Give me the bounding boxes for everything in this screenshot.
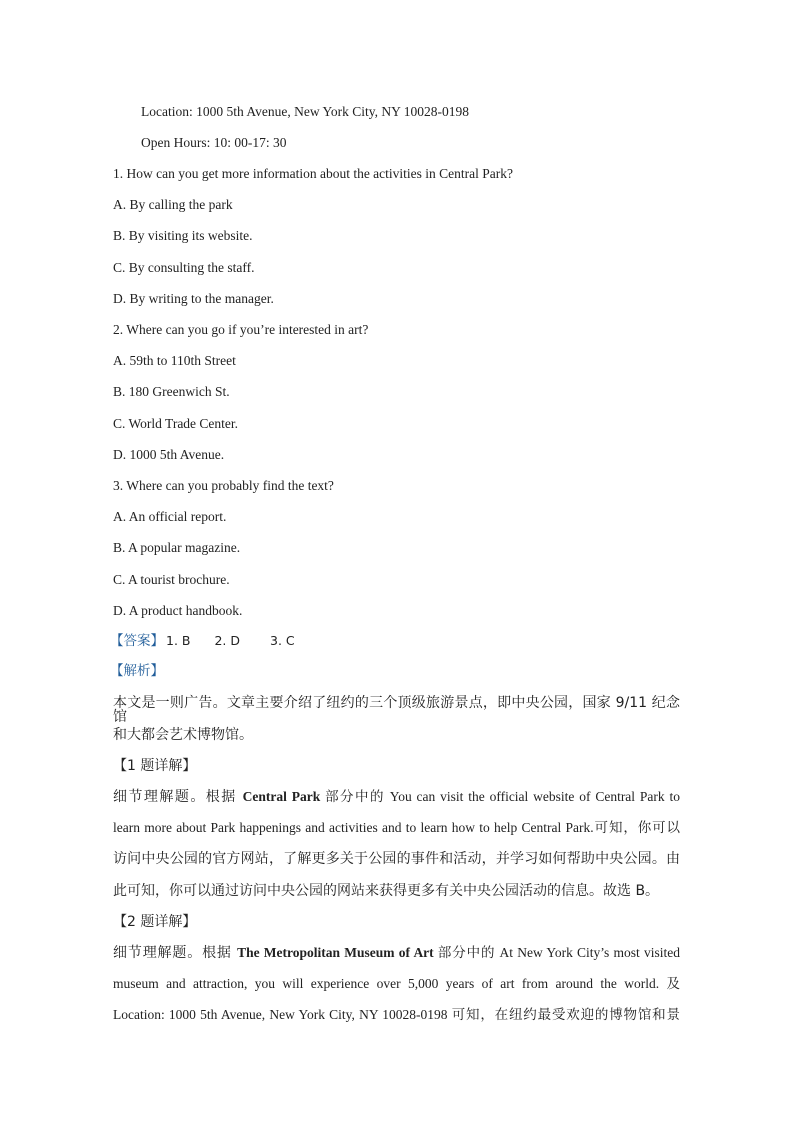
detail-1-prefix: 细节理解题。根据: [113, 789, 243, 805]
detail-2-label: 【2 题详解】: [113, 914, 197, 930]
open-hours-line: Open Hours: 10: 00-17: 30: [141, 135, 287, 150]
question-2-option-a: A. 59th to 110th Street: [113, 353, 236, 368]
detail-2-line-1: [113, 946, 680, 960]
detail-1-line-2: learn more about Park happenings and activities and to learn how to help Central Park.可知，你可以: [113, 820, 680, 835]
question-3-option-c: C. A tourist brochure.: [113, 572, 230, 587]
answer-3: 3. C: [270, 633, 295, 648]
analysis-line-1: 本文是一则广告。文章主要介绍了纽约的三个顶级旅游景点，即中央公园，国家 9/11 纪念馆: [113, 695, 680, 725]
analysis-line-2: 和大都会艺术博物馆。: [113, 727, 253, 743]
detail-2-line-3: Location: 1000 5th Avenue, New York City, NY 10028-0198 可知，在纽约最受欢迎的博物馆和景: [113, 1007, 680, 1022]
detail-2-line-2: museum and attraction, you will experience over 5,000 years of art from around the world. 及: [113, 976, 680, 991]
question-1-option-a: A. By calling the park: [113, 197, 233, 212]
detail-2-prefix: 细节理解题。根据: [113, 945, 238, 961]
answer-2: 2. D: [214, 633, 241, 648]
question-2-option-d: D. 1000 5th Avenue.: [113, 447, 225, 462]
detail-1-suffix: 部分中的 You can visit the official website of Central Park to: [320, 789, 680, 804]
question-3-option-d: D. A product handbook.: [113, 603, 243, 618]
question-3-stem: 3. Where can you probably find the text?: [113, 478, 334, 493]
question-2-stem: 2. Where can you go if you’re interested in art?: [113, 322, 369, 337]
detail-1-line-1: [113, 790, 680, 804]
question-3-option-a: A. An official report.: [113, 509, 227, 524]
detail-2-suffix: 部分中的 At New York City’s most visited: [433, 945, 681, 960]
answer-label: 【答案】: [110, 633, 164, 649]
question-2-option-b: B. 180 Greenwich St.: [113, 384, 230, 399]
location-line: Location: 1000 5th Avenue, New York City, NY 10028-0198: [141, 104, 469, 119]
question-1-option-d: D. By writing to the manager.: [113, 291, 274, 306]
answer-line: [110, 634, 295, 649]
detail-1-line-4: 此可知，你可以通过访问中央公园的网站来获得更多有关中央公园活动的信息。故选 B。: [113, 883, 660, 899]
detail-1-bold-heading: Central Park: [242, 789, 321, 804]
detail-2-bold-heading: The Metropolitan Museum of Art: [237, 945, 434, 960]
question-1-stem: 1. How can you get more information about the activities in Central Park?: [113, 166, 514, 181]
question-2-option-c: C. World Trade Center.: [113, 416, 239, 431]
question-1-option-b: B. By visiting its website.: [113, 228, 253, 243]
detail-1-label: 【1 题详解】: [113, 758, 197, 774]
question-1-option-c: C. By consulting the staff.: [113, 260, 255, 275]
detail-1-line-3: 访问中央公园的官方网站，了解更多关于公园的事件和活动，并学习如何帮助中央公园。由: [113, 851, 680, 867]
answer-1: 1. B: [166, 633, 191, 648]
question-3-option-b: B. A popular magazine.: [113, 540, 241, 555]
analysis-label: 【解析】: [110, 663, 164, 679]
